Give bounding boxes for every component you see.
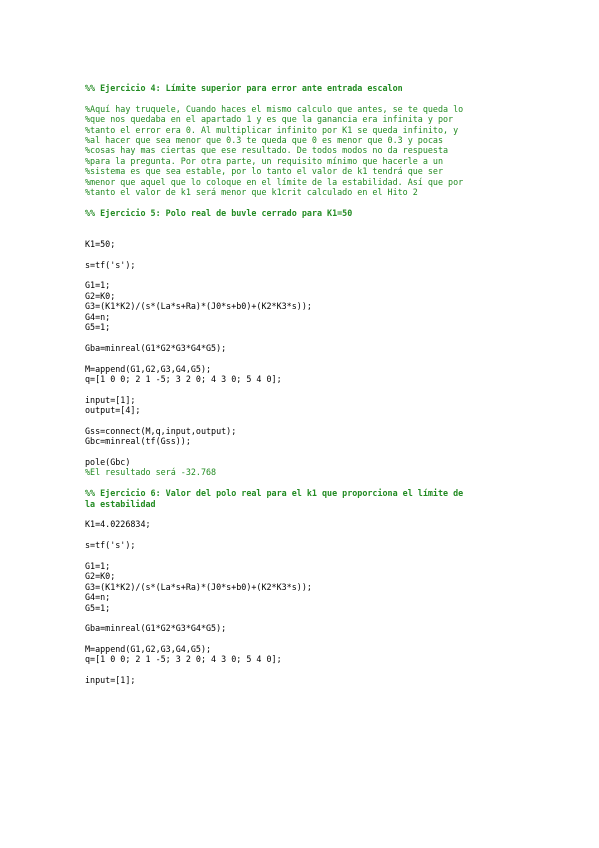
code-line: Gba=minreal(G1*G2*G3*G4*G5); [85,623,227,634]
code-line: G3=(K1*K2)/(s*(La*s+Ra)*(J0*s+b0)+(K2*K3*s)); [85,301,312,312]
blank-line [85,270,517,280]
blank-line [85,228,517,238]
code-line: q=[1 0 0; 2 1 -5; 3 2 0; 4 3 0; 5 4 0]; [85,654,282,665]
matlab-code-listing [85,83,517,686]
code-line: output=[4]; [85,405,141,416]
blank-line [85,665,517,675]
code-line: G4=n; [85,311,111,322]
code-line: Gss=connect(M,q,input,output); [85,425,237,436]
code-line: s=tf('s'); [85,540,136,551]
section-header-comment: %% Ejercicio 5: Polo real de buvle cerrado para K1=50 [85,207,353,218]
code-line: G1=1; [85,280,111,291]
comment-line: %para la pregunta. Por otra parte, un requisito mínimo que hacerle a un [85,155,443,166]
code-line: pole(Gbc) [85,457,131,468]
section-header-comment: %% Ejercicio 6: Valor del polo real para el k1 que proporciona el límite de [85,488,464,499]
blank-line [85,530,517,540]
blank-line [85,416,517,426]
blank-line [85,249,517,259]
comment-line: %sistema es que sea estable, por lo tanto el valor de k1 tendrá que ser [85,166,443,177]
code-line: G5=1; [85,321,111,332]
code-line: Gba=minreal(G1*G2*G3*G4*G5); [85,342,227,353]
code-line: K1=50; [85,238,116,249]
code-line: G3=(K1*K2)/(s*(La*s+Ra)*(J0*s+b0)+(K2*K3*s)); [85,581,312,592]
code-line: input=[1]; [85,394,136,405]
comment-line: %cosas hay mas ciertas que ese resultado. De todos modos no da respuesta [85,145,449,156]
blank-line [85,634,517,644]
comment-line: %que nos quedaba en el apartado 1 y es que la ganancia era infinita y por [85,114,454,125]
blank-line [85,478,517,488]
comment-line: %Aquí hay truquele, Cuando haces el mismo calculo que antes, se te queda lo [85,103,464,114]
blank-line [85,509,517,519]
blank-line [85,332,517,342]
comment-line: %menor que aquel que lo coloque en el límite de la estabilidad. Así que por [85,176,464,187]
blank-line [85,384,517,394]
blank-line [85,353,517,363]
code-line: s=tf('s'); [85,259,136,270]
blank-line [85,197,517,207]
comment-line: %al hacer que sea menor que 0.3 te queda que 0 es menor que 0.3 y pocas [85,134,443,145]
blank-line [85,218,517,228]
code-line: G4=n; [85,592,111,603]
blank-line [85,93,517,103]
section-header-comment: %% Ejercicio 4: Límite superior para error ante entrada escalon [85,83,403,93]
code-line: Gbc=minreal(tf(Gss)); [85,436,191,447]
code-line: q=[1 0 0; 2 1 -5; 3 2 0; 4 3 0; 5 4 0]; [85,373,282,384]
code-line: G1=1; [85,560,111,571]
code-line: G2=K0; [85,290,116,301]
code-line: M=append(G1,G2,G3,G4,G5); [85,644,212,655]
blank-line [85,551,517,561]
code-line: input=[1]; [85,675,136,686]
code-line: G2=K0; [85,571,116,582]
code-line: G5=1; [85,602,111,613]
section-header-comment: la estabilidad [85,498,156,509]
code-line: K1=4.0226834; [85,519,151,530]
code-line: M=append(G1,G2,G3,G4,G5); [85,363,212,374]
blank-line [85,613,517,623]
comment-line: %El resultado será -32.768 [85,467,217,478]
comment-line: %tanto el error era 0. Al multiplicar infinito por K1 se queda infinito, y [85,124,459,135]
comment-line: %tanto el valor de k1 será menor que k1crit calculado en el Hito 2 [85,186,418,197]
blank-line [85,447,517,457]
